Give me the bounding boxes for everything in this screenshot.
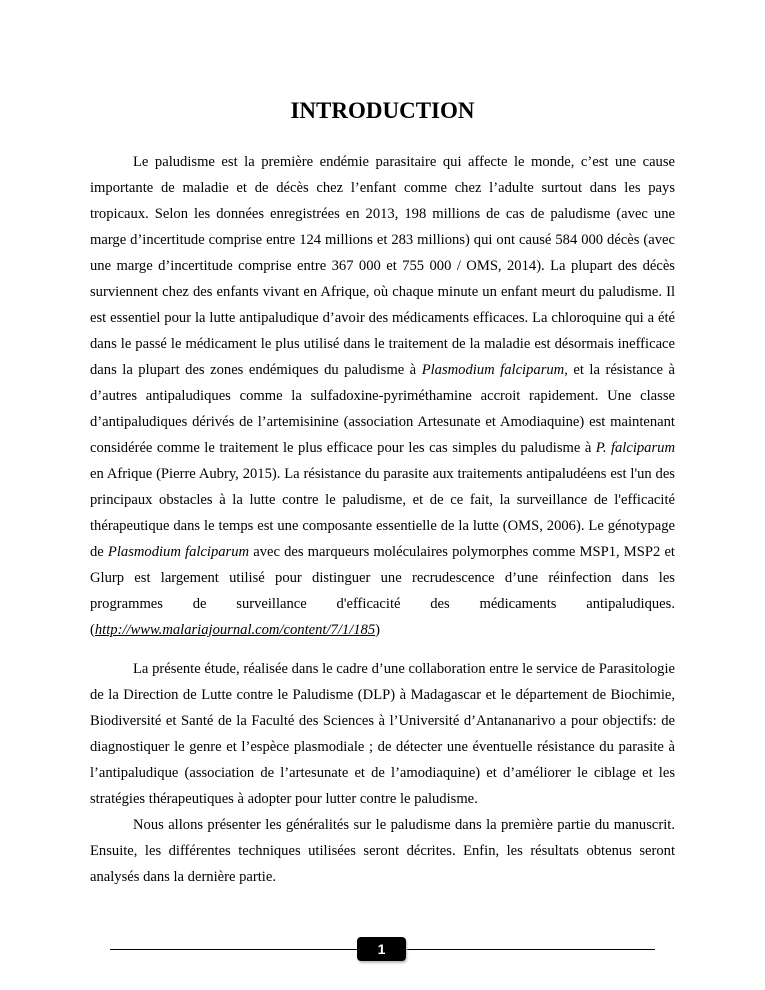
- paragraph-1: [90, 149, 675, 643]
- text: en Afrique (Pierre Aubry, 2015). La résistance du parasite aux traitements antipaludéens est l'un des principaux obstacles à la lutte contre le paludisme, et de ce fait, la surveillance de l'efficacité thérapeutique dans le temps est une composante essentielle de la lutte (OMS, 2006). Le génotypage de: [90, 466, 675, 560]
- species-name: Plasmodium falciparum: [107, 544, 250, 560]
- page-number: 1: [357, 937, 406, 961]
- text: Le paludisme est la première endémie parasitaire qui affecte le monde, c’est une cause importante de maladie et de décès chez l’enfant comme chez l’adulte surtout dans les pays tropicaux. Selon les données enregistrées en 2013, 198 millions de cas de paludisme (avec une marge d’incertitude comprise entre 124 millions et 283 millions) qui ont causé 584 000 décès (avec une marge d’incertitude comprise entre 367 000 et 755 000 / OMS, 2014). La plupart des décès surviennent chez des enfants vivant en Afrique, où chaque minute un enfant meurt du paludisme. Il est essentiel pour la lutte antipaludique d’avoir des médicaments efficaces. La chloroquine qui a été dans le passé le médicament le plus utilisé dans le traitement de la maladie est désormais inefficace dans la plupart des zones endémiques du paludisme à: [90, 154, 675, 378]
- reference-link[interactable]: http://www.malariajournal.com/content/7/1/185: [94, 622, 376, 638]
- text: , et la résistance à d’autres antipaludiques comme la sulfadoxine-pyriméthamine accroit rapidement. Une classe d’antipaludiques dérivés de l’artemisinine (association Artesunate et Amodiaquine) est maintenant considérée comme le traitement le plus efficace pour les cas simples du paludisme à: [90, 362, 675, 456]
- page-title: INTRODUCTION: [290, 98, 475, 123]
- species-name: Plasmodium falciparum: [421, 362, 565, 378]
- species-name: P. falciparum: [595, 440, 675, 456]
- paragraph-2: La présente étude, réalisée dans le cadre d’une collaboration entre le service de Parasitologie de la Direction de Lutte contre le Paludisme (DLP) à Madagascar et le département de Biochimie, Biodiversité et Santé de la Faculté des Sciences à l’Université d’Antananarivo a pour objectifs: de diagnostiquer le genre et l’espèce plasmodiale ; de détecter une éventuelle résistance du parasite à l’antipaludique (association de l’artesunate et de l’amodiaquine) et d’améliorer le ciblage et les stratégies thérapeutiques à adopter pour lutter contre le paludisme.: [90, 661, 675, 807]
- text: ): [375, 622, 381, 638]
- text: avec des marqueurs moléculaires polymorphes comme MSP1, MSP2 et Glurp est largement utilisé pour distinguer une recrudescence d’une réinfection dans les programmes de surveillance d'efficacité des médicaments antipaludiques. (: [90, 544, 675, 638]
- document-body: [90, 149, 675, 890]
- paragraph-3: Nous allons présenter les généralités sur le paludisme dans la première partie du manuscrit. Ensuite, les différentes techniques utilisées seront décrites. Enfin, les résultats obtenus seront analysés dans la dernière partie.: [90, 817, 675, 885]
